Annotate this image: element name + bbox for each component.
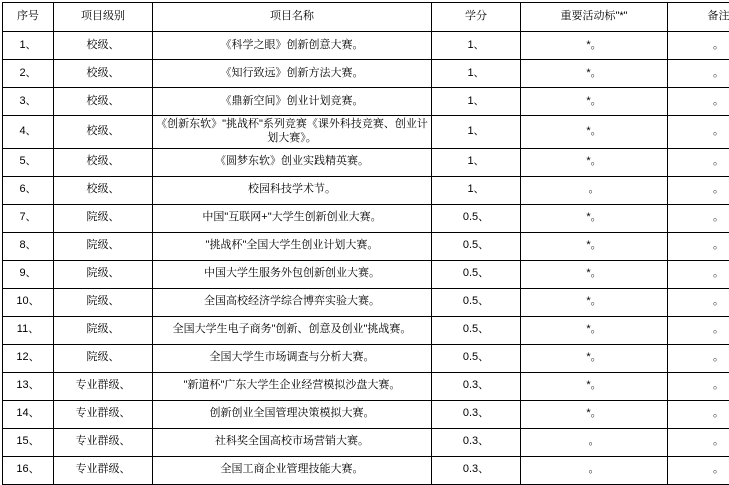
cell-remark: 。 xyxy=(668,456,729,484)
cell-index: 7、 xyxy=(3,204,54,232)
cell-remark: 。 xyxy=(668,32,729,60)
cell-credit: 0.5、 xyxy=(432,260,521,288)
cell-index: 16、 xyxy=(3,456,54,484)
cell-remark: 。 xyxy=(668,204,729,232)
cell-remark: 。 xyxy=(668,316,729,344)
cell-level: 院级、 xyxy=(54,204,153,232)
cell-star: *。 xyxy=(521,344,668,372)
header-credit: 学分 xyxy=(432,3,521,32)
cell-level: 专业群级、 xyxy=(54,400,153,428)
cell-star: *。 xyxy=(521,88,668,116)
header-project-name: 项目名称 xyxy=(153,3,432,32)
cell-project-name: "挑战杯"全国大学生创业计划大赛。 xyxy=(153,232,432,260)
table-row xyxy=(3,232,729,260)
cell-index: 6、 xyxy=(3,176,54,204)
cell-star: *。 xyxy=(521,260,668,288)
cell-level: 院级、 xyxy=(54,232,153,260)
cell-index: 9、 xyxy=(3,260,54,288)
cell-level: 院级、 xyxy=(54,344,153,372)
cell-index: 13、 xyxy=(3,372,54,400)
cell-credit: 1、 xyxy=(432,176,521,204)
cell-remark: 。 xyxy=(668,288,729,316)
cell-index: 8、 xyxy=(3,232,54,260)
cell-level: 校级、 xyxy=(54,176,153,204)
cell-level: 专业群级、 xyxy=(54,372,153,400)
cell-level: 校级、 xyxy=(54,60,153,88)
cell-remark: 。 xyxy=(668,148,729,176)
cell-remark: 。 xyxy=(668,260,729,288)
table-row xyxy=(3,148,729,176)
cell-remark: 。 xyxy=(668,176,729,204)
cell-star: *。 xyxy=(521,32,668,60)
cell-star: *。 xyxy=(521,60,668,88)
cell-level: 院级、 xyxy=(54,288,153,316)
cell-star: *。 xyxy=(521,400,668,428)
cell-credit: 0.3、 xyxy=(432,372,521,400)
cell-project-name: 《创新东软》"挑战杯"系列竞赛《课外科技竞赛、创业计划大赛》。 xyxy=(153,116,432,149)
table-row xyxy=(3,60,729,88)
cell-index: 15、 xyxy=(3,428,54,456)
table-row xyxy=(3,32,729,60)
header-index: 序号 xyxy=(3,3,54,32)
cell-project-name: 中国大学生服务外包创新创业大赛。 xyxy=(153,260,432,288)
cell-index: 4、 xyxy=(3,116,54,149)
cell-project-name: 全国高校经济学综合博弈实验大赛。 xyxy=(153,288,432,316)
table-header-row xyxy=(3,3,729,32)
document-page xyxy=(0,2,729,466)
cell-star: 。 xyxy=(521,428,668,456)
cell-remark: 。 xyxy=(668,60,729,88)
table-body xyxy=(3,32,729,485)
cell-star: *。 xyxy=(521,204,668,232)
cell-credit: 1、 xyxy=(432,60,521,88)
cell-project-name: 全国大学生市场调查与分析大赛。 xyxy=(153,344,432,372)
cell-credit: 0.3、 xyxy=(432,428,521,456)
cell-level: 校级、 xyxy=(54,148,153,176)
cell-project-name: 《圆梦东软》创业实践精英赛。 xyxy=(153,148,432,176)
cell-level: 专业群级、 xyxy=(54,428,153,456)
cell-credit: 0.3、 xyxy=(432,456,521,484)
cell-credit: 1、 xyxy=(432,148,521,176)
cell-credit: 0.5、 xyxy=(432,204,521,232)
cell-level: 校级、 xyxy=(54,32,153,60)
table-row xyxy=(3,344,729,372)
table-row xyxy=(3,204,729,232)
table-row xyxy=(3,456,729,484)
cell-star: 。 xyxy=(521,176,668,204)
cell-project-name: 全国工商企业管理技能大赛。 xyxy=(153,456,432,484)
cell-credit: 0.3、 xyxy=(432,400,521,428)
cell-level: 专业群级、 xyxy=(54,456,153,484)
cell-remark: 。 xyxy=(668,372,729,400)
cell-index: 2、 xyxy=(3,60,54,88)
cell-level: 校级、 xyxy=(54,88,153,116)
cell-star: *。 xyxy=(521,372,668,400)
cell-credit: 1、 xyxy=(432,116,521,149)
cell-remark: 。 xyxy=(668,88,729,116)
cell-level: 院级、 xyxy=(54,260,153,288)
header-remark: 备注 xyxy=(668,3,729,32)
cell-index: 10、 xyxy=(3,288,54,316)
cell-remark: 。 xyxy=(668,116,729,149)
cell-level: 校级、 xyxy=(54,116,153,149)
cell-remark: 。 xyxy=(668,428,729,456)
cell-index: 14、 xyxy=(3,400,54,428)
table-row xyxy=(3,176,729,204)
cell-star: 。 xyxy=(521,456,668,484)
table-row xyxy=(3,372,729,400)
cell-star: *。 xyxy=(521,148,668,176)
cell-index: 1、 xyxy=(3,32,54,60)
cell-credit: 0.5、 xyxy=(432,316,521,344)
cell-star: *。 xyxy=(521,316,668,344)
cell-remark: 。 xyxy=(668,344,729,372)
cell-index: 11、 xyxy=(3,316,54,344)
cell-index: 12、 xyxy=(3,344,54,372)
table-row xyxy=(3,116,729,149)
cell-star: *。 xyxy=(521,288,668,316)
cell-index: 5、 xyxy=(3,148,54,176)
cell-credit: 0.5、 xyxy=(432,232,521,260)
cell-project-name: "新道杯"广东大学生企业经营模拟沙盘大赛。 xyxy=(153,372,432,400)
cell-project-name: 《知行致远》创新方法大赛。 xyxy=(153,60,432,88)
cell-star: *。 xyxy=(521,232,668,260)
table-row xyxy=(3,428,729,456)
cell-remark: 。 xyxy=(668,232,729,260)
cell-level: 院级、 xyxy=(54,316,153,344)
cell-project-name: 《鼎新空间》创业计划竞赛。 xyxy=(153,88,432,116)
cell-star: *。 xyxy=(521,116,668,149)
cell-project-name: 全国大学生电子商务"创新、创意及创业"挑战赛。 xyxy=(153,316,432,344)
cell-credit: 1、 xyxy=(432,32,521,60)
competition-table xyxy=(2,2,729,485)
cell-project-name: 中国"互联网+"大学生创新创业大赛。 xyxy=(153,204,432,232)
cell-project-name: 社科奖全国高校市场营销大赛。 xyxy=(153,428,432,456)
table-row xyxy=(3,400,729,428)
cell-credit: 0.5、 xyxy=(432,288,521,316)
table-row xyxy=(3,316,729,344)
header-important-mark: 重要活动标"*" xyxy=(521,3,668,32)
cell-credit: 0.5、 xyxy=(432,344,521,372)
cell-remark: 。 xyxy=(668,400,729,428)
cell-project-name: 《科学之眼》创新创意大赛。 xyxy=(153,32,432,60)
table-row xyxy=(3,88,729,116)
cell-index: 3、 xyxy=(3,88,54,116)
table-header xyxy=(3,3,729,32)
cell-credit: 1、 xyxy=(432,88,521,116)
cell-project-name: 校园科技学术节。 xyxy=(153,176,432,204)
table-row xyxy=(3,260,729,288)
table-row xyxy=(3,288,729,316)
header-level: 项目级别 xyxy=(54,3,153,32)
cell-project-name: 创新创业全国管理决策模拟大赛。 xyxy=(153,400,432,428)
